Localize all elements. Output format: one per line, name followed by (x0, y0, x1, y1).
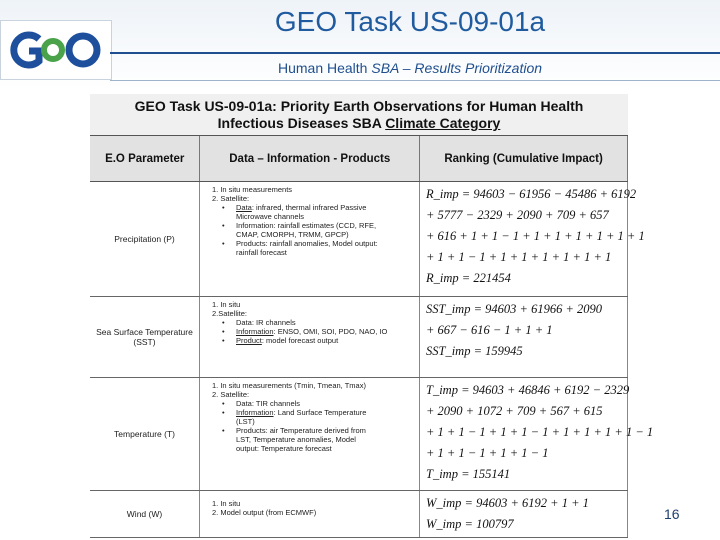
rank-line: + 667 − 616 − 1 + 1 + 1 (426, 323, 553, 337)
rank-line: SST_imp = 94603 + 61966 + 2090 (426, 302, 603, 316)
param-sst: Sea Surface Temperature (SST) (90, 297, 200, 377)
param-precipitation: Precipitation (P) (90, 182, 200, 296)
rank-line: + 5777 − 2329 + 2090 + 709 + 657 (426, 208, 609, 222)
geo-logo-icon (9, 29, 103, 71)
rank-line: T_imp = 155141 (426, 467, 511, 481)
rank-line: + 1 + 1 − 1 + 1 + 1 − 1 (426, 446, 549, 460)
table-title: GEO Task US-09-01a: Priority Earth Observations for Human Health Infectious Diseases SBA Climate Category (90, 94, 628, 136)
products-wind: 1. In situ 2. Model output (from ECMWF) (200, 491, 420, 537)
rank-line: + 616 + 1 + 1 − 1 + 1 + 1 + 1 + 1 + 1 + 1 (426, 229, 645, 243)
rank-line: W_imp = 100797 (426, 517, 514, 531)
slide-title: GEO Task US-09-01a (274, 6, 546, 37)
rank-line: W_imp = 94603 + 6192 + 1 + 1 (426, 496, 589, 510)
ranking-sst (420, 297, 628, 377)
rank-line: + 1 + 1 − 1 + 1 + 1 − 1 + 1 + 1 + 1 + 1 − 1 (426, 425, 654, 439)
rank-line: R_imp = 94603 − 61956 − 45486 + 6192 (426, 187, 637, 201)
geo-logo (0, 20, 112, 80)
ranking-temperature (420, 378, 654, 490)
page-number: 16 (664, 506, 680, 522)
slide-subtitle: Human Health SBA – Results Prioritization (277, 60, 543, 76)
products-temperature: 1. In situ measurements (Tmin, Tmean, Tmax) 2. Satellite: • Data: TIR channels • Information: Land Surface Temperature (LST) • Products: air Temperature derived from LST, Temperature anomalies, Model output: Temperature forecast (200, 378, 420, 490)
header-ranking: Ranking (Cumulative Impact) (420, 136, 628, 181)
header-data-products: Data – Information - Products (200, 136, 420, 181)
priority-table (90, 94, 654, 531)
table-row (90, 491, 628, 538)
ranking-wind (420, 491, 628, 537)
rank-line: + 1 + 1 − 1 + 1 + 1 + 1 + 1 + 1 + 1 (426, 250, 612, 264)
products-sst: 1. In situ 2.Satellite: • Data: IR channels • Information: ENSO, OMI, SOI, PDO, NAO, IO • Product: model forecast output (200, 297, 420, 377)
rank-line: T_imp = 94603 + 46846 + 6192 − 2329 (426, 383, 630, 397)
ranking-precipitation (420, 182, 645, 296)
table-header-row (90, 136, 628, 182)
rank-line: SST_imp = 159945 (426, 344, 523, 358)
title-divider (110, 52, 720, 54)
table-row (90, 182, 645, 297)
products-precipitation: 1. In situ measurements 2. Satellite: • Data: infrared, thermal infrared Passive Microwave channels • Information: rainfall estimates (CCD, RFE, CMAP, CMORPH, TRMM, GPCP) • Products: rainfall anomalies, Model output: rainfall forecast (200, 182, 420, 296)
param-wind: Wind (W) (90, 491, 200, 537)
param-temperature: Temperature (T) (90, 378, 200, 490)
slide-header (0, 0, 720, 90)
table-row (90, 378, 654, 491)
header-eo-parameter: E.O Parameter (90, 136, 200, 181)
rank-line: R_imp = 221454 (426, 271, 511, 285)
table-row (90, 297, 628, 378)
rank-line: + 2090 + 1072 + 709 + 567 + 615 (426, 404, 603, 418)
subtitle-divider (110, 80, 720, 81)
